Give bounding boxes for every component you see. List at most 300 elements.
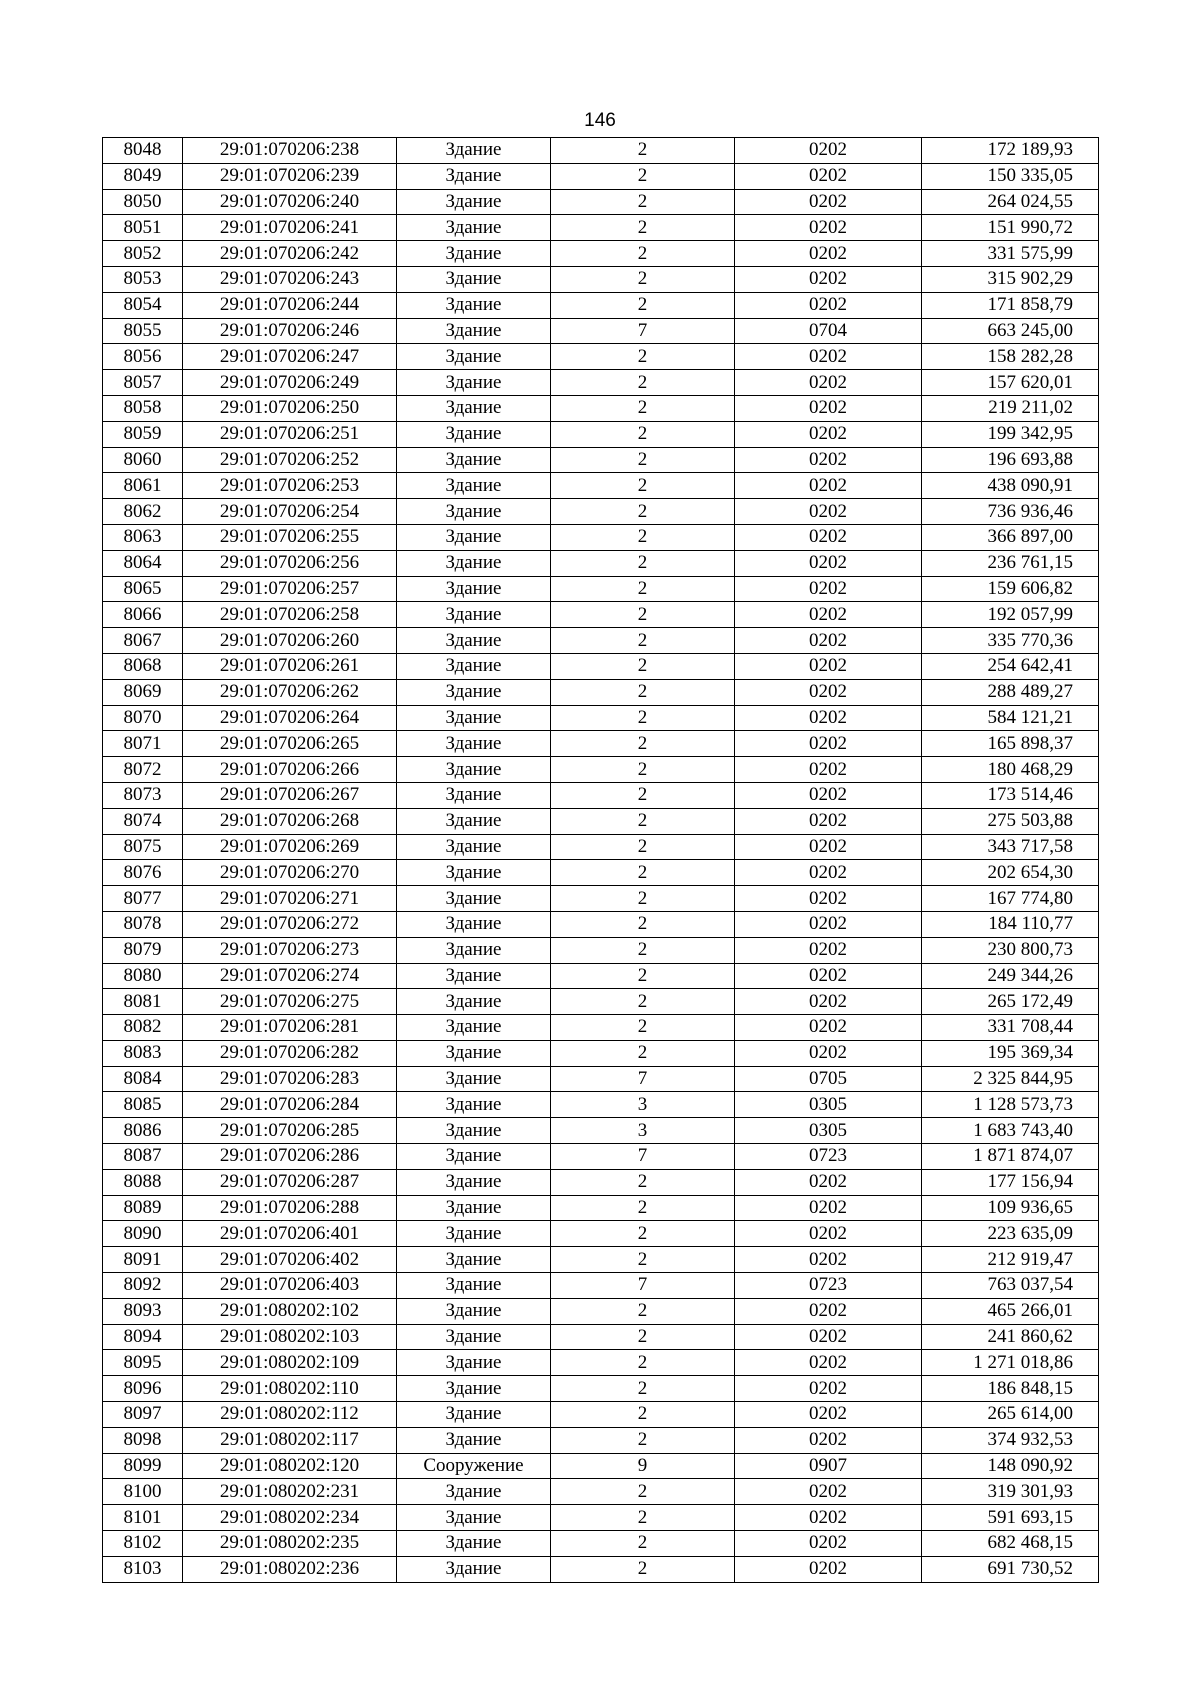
table-row: [103, 731, 1099, 757]
subgroup-code-cell: 0704: [735, 318, 922, 344]
row-number-cell: 8051: [103, 215, 183, 241]
group-code-cell: 2: [551, 1040, 735, 1066]
cadastral-value-cell: 343 717,58: [922, 834, 1099, 860]
group-code-cell: 2: [551, 499, 735, 525]
row-number-cell: 8081: [103, 989, 183, 1015]
object-type-cell: Здание: [397, 1118, 551, 1144]
row-number-cell: 8060: [103, 447, 183, 473]
group-code-cell: 2: [551, 1221, 735, 1247]
group-code-cell: 2: [551, 653, 735, 679]
cadastral-value-cell: 2 325 844,95: [922, 1066, 1099, 1092]
object-type-cell: Здание: [397, 344, 551, 370]
group-code-cell: 2: [551, 473, 735, 499]
object-type-cell: Здание: [397, 860, 551, 886]
row-number-cell: 8086: [103, 1118, 183, 1144]
cadastral-number-cell: 29:01:070206:403: [183, 1273, 397, 1299]
cadastral-number-cell: 29:01:070206:240: [183, 189, 397, 215]
table-row: [103, 550, 1099, 576]
table-row: [103, 1479, 1099, 1505]
subgroup-code-cell: 0202: [735, 1479, 922, 1505]
row-number-cell: 8070: [103, 705, 183, 731]
subgroup-code-cell: 0723: [735, 1273, 922, 1299]
cadastral-value-cell: 275 503,88: [922, 808, 1099, 834]
table-row: [103, 1092, 1099, 1118]
subgroup-code-cell: 0305: [735, 1118, 922, 1144]
cadastral-number-cell: 29:01:070206:243: [183, 266, 397, 292]
object-type-cell: Здание: [397, 1273, 551, 1299]
cadastral-value-cell: 236 761,15: [922, 550, 1099, 576]
table-row: [103, 911, 1099, 937]
object-type-cell: Здание: [397, 731, 551, 757]
table-row: [103, 1247, 1099, 1273]
subgroup-code-cell: 0202: [735, 731, 922, 757]
table-row: [103, 989, 1099, 1015]
subgroup-code-cell: 0202: [735, 937, 922, 963]
row-number-cell: 8094: [103, 1324, 183, 1350]
cadastral-number-cell: 29:01:070206:284: [183, 1092, 397, 1118]
subgroup-code-cell: 0202: [735, 1015, 922, 1041]
row-number-cell: 8064: [103, 550, 183, 576]
table-row: [103, 1144, 1099, 1170]
group-code-cell: 2: [551, 524, 735, 550]
object-type-cell: Здание: [397, 163, 551, 189]
subgroup-code-cell: 0202: [735, 653, 922, 679]
table-row: [103, 499, 1099, 525]
row-number-cell: 8054: [103, 292, 183, 318]
row-number-cell: 8102: [103, 1531, 183, 1557]
object-type-cell: Здание: [397, 524, 551, 550]
cadastral-number-cell: 29:01:080202:103: [183, 1324, 397, 1350]
object-type-cell: Здание: [397, 705, 551, 731]
cadastral-number-cell: 29:01:070206:274: [183, 963, 397, 989]
table-body: [103, 138, 1099, 1583]
table-row: [103, 344, 1099, 370]
row-number-cell: 8100: [103, 1479, 183, 1505]
row-number-cell: 8092: [103, 1273, 183, 1299]
group-code-cell: 2: [551, 860, 735, 886]
table-row: [103, 860, 1099, 886]
cadastral-number-cell: 29:01:070206:282: [183, 1040, 397, 1066]
subgroup-code-cell: 0202: [735, 963, 922, 989]
group-code-cell: 2: [551, 395, 735, 421]
cadastral-number-cell: 29:01:070206:252: [183, 447, 397, 473]
table-row: [103, 189, 1099, 215]
group-code-cell: 7: [551, 318, 735, 344]
subgroup-code-cell: 0202: [735, 911, 922, 937]
group-code-cell: 2: [551, 292, 735, 318]
object-type-cell: Здание: [397, 1195, 551, 1221]
table-row: [103, 421, 1099, 447]
row-number-cell: 8075: [103, 834, 183, 860]
object-type-cell: Здание: [397, 1376, 551, 1402]
table-row: [103, 1118, 1099, 1144]
table-row: [103, 292, 1099, 318]
cadastral-value-cell: 682 468,15: [922, 1531, 1099, 1557]
cadastral-number-cell: 29:01:070206:272: [183, 911, 397, 937]
subgroup-code-cell: 0202: [735, 1040, 922, 1066]
group-code-cell: 2: [551, 266, 735, 292]
subgroup-code-cell: 0202: [735, 1556, 922, 1582]
cadastral-number-cell: 29:01:070206:271: [183, 886, 397, 912]
cadastral-number-cell: 29:01:070206:261: [183, 653, 397, 679]
row-number-cell: 8056: [103, 344, 183, 370]
object-type-cell: Здание: [397, 395, 551, 421]
cadastral-value-cell: 199 342,95: [922, 421, 1099, 447]
cadastral-value-cell: 264 024,55: [922, 189, 1099, 215]
table-row: [103, 808, 1099, 834]
cadastral-number-cell: 29:01:070206:267: [183, 782, 397, 808]
cadastral-number-cell: 29:01:080202:112: [183, 1402, 397, 1428]
row-number-cell: 8073: [103, 782, 183, 808]
page-number: 146: [584, 110, 616, 131]
table-row: [103, 1531, 1099, 1557]
object-type-cell: Здание: [397, 266, 551, 292]
object-type-cell: Здание: [397, 447, 551, 473]
object-type-cell: Здание: [397, 1092, 551, 1118]
object-type-cell: Здание: [397, 499, 551, 525]
subgroup-code-cell: 0202: [735, 989, 922, 1015]
object-type-cell: Здание: [397, 473, 551, 499]
subgroup-code-cell: 0202: [735, 138, 922, 164]
cadastral-number-cell: 29:01:070206:241: [183, 215, 397, 241]
group-code-cell: 2: [551, 189, 735, 215]
row-number-cell: 8052: [103, 241, 183, 267]
group-code-cell: 2: [551, 241, 735, 267]
row-number-cell: 8055: [103, 318, 183, 344]
subgroup-code-cell: 0202: [735, 1376, 922, 1402]
object-type-cell: Здание: [397, 292, 551, 318]
table-row: [103, 1427, 1099, 1453]
row-number-cell: 8093: [103, 1298, 183, 1324]
table-row: [103, 782, 1099, 808]
table-row: [103, 241, 1099, 267]
object-type-cell: Здание: [397, 241, 551, 267]
group-code-cell: 7: [551, 1144, 735, 1170]
cadastral-number-cell: 29:01:070206:288: [183, 1195, 397, 1221]
cadastral-number-cell: 29:01:070206:268: [183, 808, 397, 834]
table-row: [103, 1376, 1099, 1402]
cadastral-number-cell: 29:01:070206:275: [183, 989, 397, 1015]
cadastral-value-cell: 288 489,27: [922, 679, 1099, 705]
group-code-cell: 2: [551, 1350, 735, 1376]
table-row: [103, 1195, 1099, 1221]
object-type-cell: Здание: [397, 1040, 551, 1066]
object-type-cell: Здание: [397, 989, 551, 1015]
subgroup-code-cell: 0202: [735, 550, 922, 576]
cadastral-number-cell: 29:01:080202:120: [183, 1453, 397, 1479]
row-number-cell: 8088: [103, 1169, 183, 1195]
row-number-cell: 8085: [103, 1092, 183, 1118]
table-row: [103, 1402, 1099, 1428]
subgroup-code-cell: 0202: [735, 292, 922, 318]
table-row: [103, 1169, 1099, 1195]
cadastral-value-cell: 173 514,46: [922, 782, 1099, 808]
cadastral-number-cell: 29:01:080202:235: [183, 1531, 397, 1557]
cadastral-value-cell: 109 936,65: [922, 1195, 1099, 1221]
cadastral-value-cell: 159 606,82: [922, 576, 1099, 602]
subgroup-code-cell: 0202: [735, 447, 922, 473]
table-row: [103, 628, 1099, 654]
subgroup-code-cell: 0202: [735, 860, 922, 886]
group-code-cell: 2: [551, 911, 735, 937]
row-number-cell: 8074: [103, 808, 183, 834]
object-type-cell: Здание: [397, 1531, 551, 1557]
cadastral-number-cell: 29:01:070206:242: [183, 241, 397, 267]
cadastral-number-cell: 29:01:070206:270: [183, 860, 397, 886]
cadastral-value-cell: 315 902,29: [922, 266, 1099, 292]
table-row: [103, 1298, 1099, 1324]
subgroup-code-cell: 0202: [735, 1505, 922, 1531]
group-code-cell: 2: [551, 1479, 735, 1505]
table-row: [103, 447, 1099, 473]
subgroup-code-cell: 0202: [735, 266, 922, 292]
row-number-cell: 8072: [103, 757, 183, 783]
object-type-cell: Здание: [397, 576, 551, 602]
group-code-cell: 2: [551, 1556, 735, 1582]
row-number-cell: 8067: [103, 628, 183, 654]
table-row: [103, 318, 1099, 344]
cadastral-value-cell: 148 090,92: [922, 1453, 1099, 1479]
group-code-cell: 7: [551, 1066, 735, 1092]
subgroup-code-cell: 0202: [735, 576, 922, 602]
object-type-cell: Здание: [397, 421, 551, 447]
subgroup-code-cell: 0202: [735, 757, 922, 783]
cadastral-value-cell: 249 344,26: [922, 963, 1099, 989]
cadastral-number-cell: 29:01:070206:266: [183, 757, 397, 783]
object-type-cell: Здание: [397, 1066, 551, 1092]
group-code-cell: 2: [551, 1376, 735, 1402]
subgroup-code-cell: 0202: [735, 189, 922, 215]
group-code-cell: 3: [551, 1092, 735, 1118]
row-number-cell: 8068: [103, 653, 183, 679]
subgroup-code-cell: 0202: [735, 215, 922, 241]
subgroup-code-cell: 0202: [735, 524, 922, 550]
row-number-cell: 8090: [103, 1221, 183, 1247]
object-type-cell: Здание: [397, 1221, 551, 1247]
cadastral-number-cell: 29:01:080202:231: [183, 1479, 397, 1505]
cadastral-number-cell: 29:01:070206:257: [183, 576, 397, 602]
cadastral-number-cell: 29:01:070206:254: [183, 499, 397, 525]
table-row: [103, 963, 1099, 989]
group-code-cell: 2: [551, 1427, 735, 1453]
table-row: [103, 1324, 1099, 1350]
cadastral-number-cell: 29:01:070206:249: [183, 370, 397, 396]
object-type-cell: Здание: [397, 215, 551, 241]
row-number-cell: 8048: [103, 138, 183, 164]
row-number-cell: 8079: [103, 937, 183, 963]
row-number-cell: 8059: [103, 421, 183, 447]
table-row: [103, 524, 1099, 550]
object-type-cell: Здание: [397, 628, 551, 654]
object-type-cell: Здание: [397, 370, 551, 396]
object-type-cell: Здание: [397, 318, 551, 344]
object-type-cell: Здание: [397, 937, 551, 963]
cadastral-value-cell: 172 189,93: [922, 138, 1099, 164]
group-code-cell: 2: [551, 1531, 735, 1557]
table-row: [103, 395, 1099, 421]
cadastral-number-cell: 29:01:070206:273: [183, 937, 397, 963]
cadastral-number-cell: 29:01:070206:285: [183, 1118, 397, 1144]
subgroup-code-cell: 0202: [735, 602, 922, 628]
group-code-cell: 2: [551, 989, 735, 1015]
table-row: [103, 576, 1099, 602]
subgroup-code-cell: 0202: [735, 808, 922, 834]
subgroup-code-cell: 0202: [735, 344, 922, 370]
subgroup-code-cell: 0202: [735, 163, 922, 189]
object-type-cell: Здание: [397, 679, 551, 705]
group-code-cell: 2: [551, 370, 735, 396]
table-row: [103, 705, 1099, 731]
table-row: [103, 1015, 1099, 1041]
row-number-cell: 8050: [103, 189, 183, 215]
object-type-cell: Здание: [397, 1556, 551, 1582]
cadastral-value-cell: 1 683 743,40: [922, 1118, 1099, 1144]
cadastral-value-cell: 331 575,99: [922, 241, 1099, 267]
subgroup-code-cell: 0202: [735, 1169, 922, 1195]
row-number-cell: 8089: [103, 1195, 183, 1221]
group-code-cell: 2: [551, 421, 735, 447]
cadastral-number-cell: 29:01:070206:247: [183, 344, 397, 370]
subgroup-code-cell: 0202: [735, 241, 922, 267]
cadastral-number-cell: 29:01:070206:250: [183, 395, 397, 421]
table-row: [103, 370, 1099, 396]
row-number-cell: 8099: [103, 1453, 183, 1479]
table-row: [103, 1556, 1099, 1582]
group-code-cell: 2: [551, 602, 735, 628]
cadastral-value-cell: 584 121,21: [922, 705, 1099, 731]
row-number-cell: 8053: [103, 266, 183, 292]
row-number-cell: 8049: [103, 163, 183, 189]
group-code-cell: 2: [551, 757, 735, 783]
row-number-cell: 8082: [103, 1015, 183, 1041]
cadastral-number-cell: 29:01:070206:239: [183, 163, 397, 189]
table-row: [103, 215, 1099, 241]
table-row: [103, 138, 1099, 164]
subgroup-code-cell: 0202: [735, 886, 922, 912]
cadastral-number-cell: 29:01:070206:258: [183, 602, 397, 628]
cadastral-value-cell: 192 057,99: [922, 602, 1099, 628]
cadastral-value-cell: 736 936,46: [922, 499, 1099, 525]
group-code-cell: 2: [551, 1298, 735, 1324]
cadastral-value-cell: 167 774,80: [922, 886, 1099, 912]
group-code-cell: 3: [551, 1118, 735, 1144]
subgroup-code-cell: 0202: [735, 1195, 922, 1221]
group-code-cell: 2: [551, 138, 735, 164]
row-number-cell: 8069: [103, 679, 183, 705]
cadastral-number-cell: 29:01:080202:236: [183, 1556, 397, 1582]
object-type-cell: Здание: [397, 1015, 551, 1041]
registry-table: [102, 137, 1099, 1583]
group-code-cell: 2: [551, 808, 735, 834]
group-code-cell: 2: [551, 731, 735, 757]
cadastral-value-cell: 180 468,29: [922, 757, 1099, 783]
group-code-cell: 2: [551, 1015, 735, 1041]
subgroup-code-cell: 0202: [735, 395, 922, 421]
cadastral-value-cell: 151 990,72: [922, 215, 1099, 241]
group-code-cell: 2: [551, 705, 735, 731]
subgroup-code-cell: 0202: [735, 421, 922, 447]
subgroup-code-cell: 0202: [735, 705, 922, 731]
cadastral-value-cell: 663 245,00: [922, 318, 1099, 344]
group-code-cell: 2: [551, 215, 735, 241]
object-type-cell: Здание: [397, 1324, 551, 1350]
cadastral-number-cell: 29:01:070206:283: [183, 1066, 397, 1092]
group-code-cell: 2: [551, 550, 735, 576]
row-number-cell: 8080: [103, 963, 183, 989]
group-code-cell: 2: [551, 163, 735, 189]
cadastral-value-cell: 202 654,30: [922, 860, 1099, 886]
object-type-cell: Здание: [397, 1427, 551, 1453]
cadastral-number-cell: 29:01:070206:286: [183, 1144, 397, 1170]
cadastral-number-cell: 29:01:080202:110: [183, 1376, 397, 1402]
object-type-cell: Здание: [397, 808, 551, 834]
subgroup-code-cell: 0705: [735, 1066, 922, 1092]
subgroup-code-cell: 0202: [735, 370, 922, 396]
cadastral-value-cell: 223 635,09: [922, 1221, 1099, 1247]
row-number-cell: 8078: [103, 911, 183, 937]
row-number-cell: 8091: [103, 1247, 183, 1273]
group-code-cell: 2: [551, 834, 735, 860]
cadastral-number-cell: 29:01:070206:281: [183, 1015, 397, 1041]
group-code-cell: 2: [551, 628, 735, 654]
row-number-cell: 8065: [103, 576, 183, 602]
subgroup-code-cell: 0907: [735, 1453, 922, 1479]
cadastral-value-cell: 165 898,37: [922, 731, 1099, 757]
cadastral-value-cell: 184 110,77: [922, 911, 1099, 937]
object-type-cell: Здание: [397, 1169, 551, 1195]
cadastral-value-cell: 196 693,88: [922, 447, 1099, 473]
cadastral-value-cell: 157 620,01: [922, 370, 1099, 396]
object-type-cell: Здание: [397, 1350, 551, 1376]
object-type-cell: Здание: [397, 757, 551, 783]
group-code-cell: 2: [551, 886, 735, 912]
subgroup-code-cell: 0202: [735, 499, 922, 525]
row-number-cell: 8098: [103, 1427, 183, 1453]
cadastral-number-cell: 29:01:080202:234: [183, 1505, 397, 1531]
subgroup-code-cell: 0202: [735, 1298, 922, 1324]
cadastral-value-cell: 763 037,54: [922, 1273, 1099, 1299]
row-number-cell: 8062: [103, 499, 183, 525]
table-row: [103, 1273, 1099, 1299]
cadastral-value-cell: 465 266,01: [922, 1298, 1099, 1324]
cadastral-value-cell: 195 369,34: [922, 1040, 1099, 1066]
subgroup-code-cell: 0202: [735, 782, 922, 808]
row-number-cell: 8061: [103, 473, 183, 499]
table-row: [103, 937, 1099, 963]
cadastral-value-cell: 186 848,15: [922, 1376, 1099, 1402]
cadastral-number-cell: 29:01:070206:287: [183, 1169, 397, 1195]
object-type-cell: Сооружение: [397, 1453, 551, 1479]
subgroup-code-cell: 0202: [735, 473, 922, 499]
table-row: [103, 757, 1099, 783]
row-number-cell: 8057: [103, 370, 183, 396]
cadastral-number-cell: 29:01:070206:246: [183, 318, 397, 344]
cadastral-number-cell: 29:01:080202:102: [183, 1298, 397, 1324]
group-code-cell: 2: [551, 679, 735, 705]
cadastral-value-cell: 150 335,05: [922, 163, 1099, 189]
group-code-cell: 2: [551, 782, 735, 808]
cadastral-number-cell: 29:01:080202:109: [183, 1350, 397, 1376]
cadastral-value-cell: 212 919,47: [922, 1247, 1099, 1273]
object-type-cell: Здание: [397, 1505, 551, 1531]
table-row: [103, 266, 1099, 292]
table-row: [103, 1221, 1099, 1247]
cadastral-value-cell: 1 128 573,73: [922, 1092, 1099, 1118]
group-code-cell: 2: [551, 344, 735, 370]
cadastral-number-cell: 29:01:070206:244: [183, 292, 397, 318]
object-type-cell: Здание: [397, 138, 551, 164]
object-type-cell: Здание: [397, 1298, 551, 1324]
